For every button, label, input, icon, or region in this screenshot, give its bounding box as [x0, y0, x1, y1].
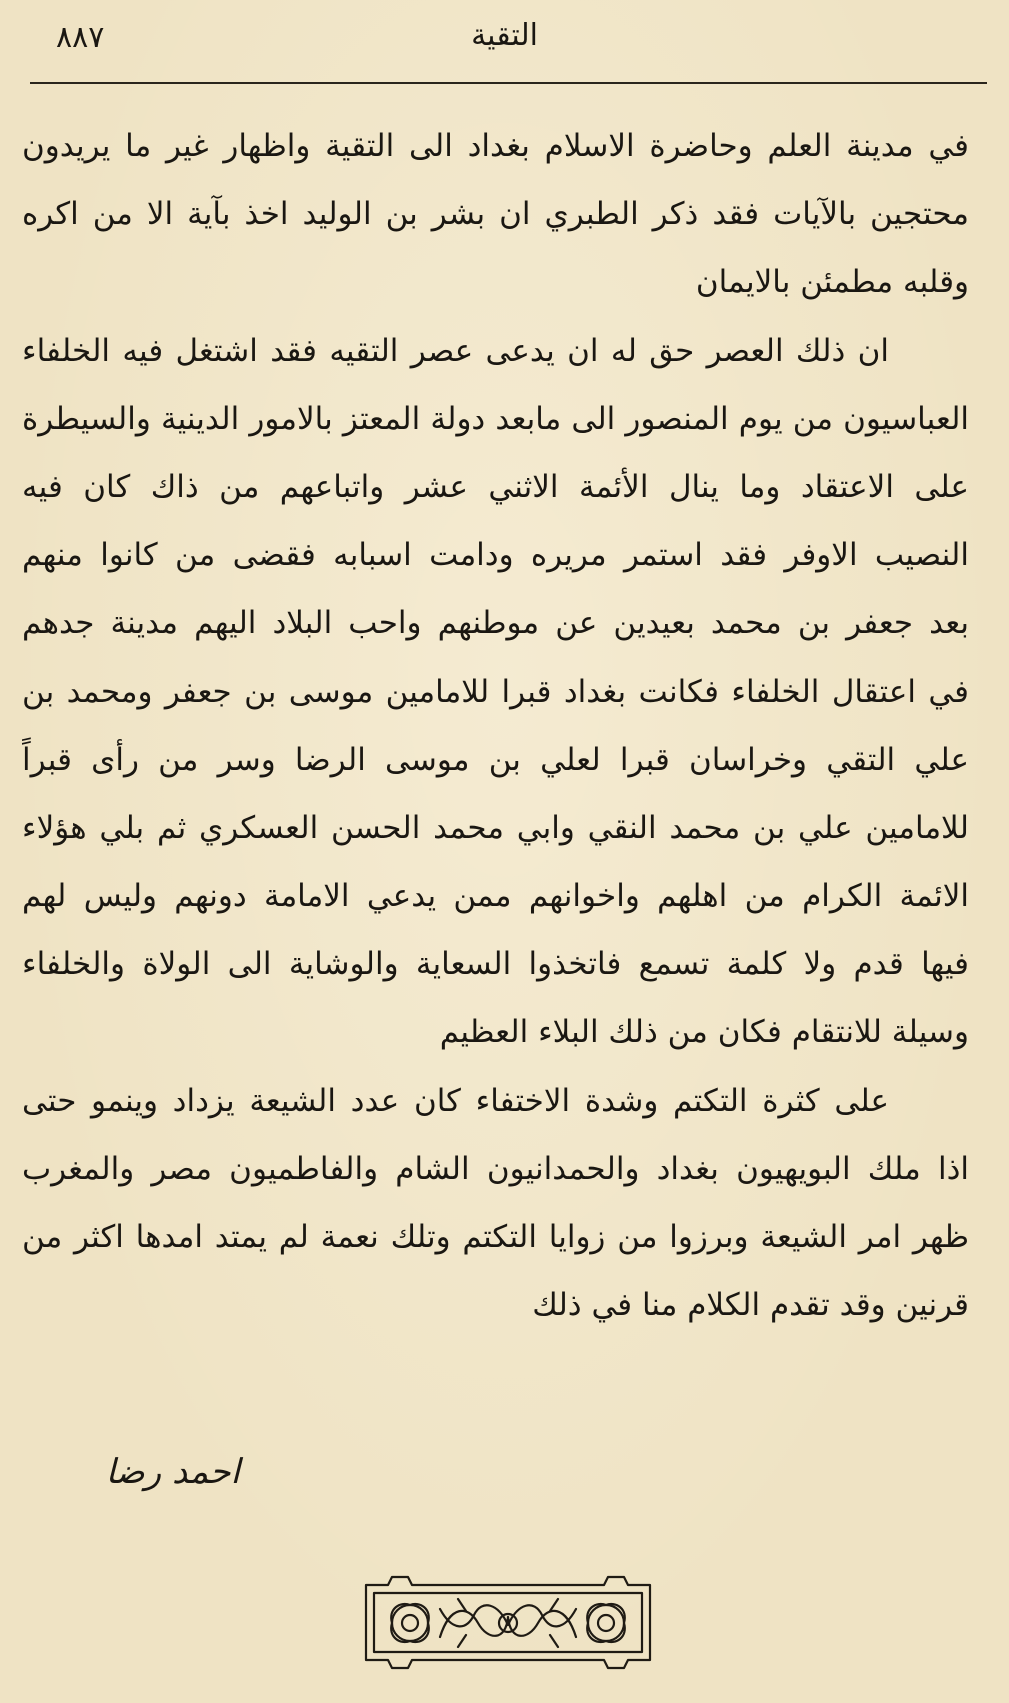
text-line: النصيب الاوفر فقد استمر مريره ودامت اسبابه فقضى من كانوا منهم — [22, 537, 969, 574]
text-line: العباسيون من يوم المنصور الى مابعد دولة المعتز بالامور الدينية والسيطرة — [22, 400, 969, 437]
author-signature: احمد رضا — [105, 1452, 240, 1492]
text-line: بعد جعفر بن محمد بعيدين عن موطنهم واحب البلاد اليهم مدينة جدهم — [22, 605, 969, 642]
body-text — [22, 112, 969, 1339]
text-line: للامامين علي بن محمد النقي وابي محمد الحسن العسكري ثم بلي هؤلاء — [22, 809, 969, 846]
text-line: محتجين بالآيات فقد ذكر الطبري ان بشر بن الوليد اخذ بآية الا من اكره — [22, 196, 969, 233]
text-line: اذا ملك البويهيون بغداد والحمدانيون الشام والفاطميون مصر والمغرب — [22, 1150, 969, 1187]
text-line: ان ذلك العصر حق له ان يدعى عصر التقيه فقد اشتغل فيه الخلفاء — [22, 332, 889, 369]
text-line: في اعتقال الخلفاء فكانت بغداد قبرا للامامين موسى بن جعفر ومحمد بن — [22, 673, 969, 710]
text-line: فيها قدم ولا كلمة تسمع فاتخذوا السعاية والوشاية الى الولاة والخلفاء — [22, 946, 969, 983]
text-line: في مدينة العلم وحاضرة الاسلام بغداد الى التقية واظهار غير ما يريدون — [22, 128, 969, 164]
text-line: ظهر امر الشيعة وبرزوا من زوايا التكتم وتلك نعمة لم يمتد امدها اكثر من — [22, 1219, 969, 1255]
header-rule — [30, 82, 987, 84]
text-line: على الاعتقاد وما ينال الأئمة الاثني عشر واتباعهم من ذاك كان فيه — [22, 468, 969, 505]
ornament-icon — [348, 1565, 668, 1680]
text-line: وقلبه مطمئن بالايمان — [695, 264, 969, 301]
text-line: قرنين وقد تقدم الكلام منا في ذلك — [532, 1287, 969, 1324]
text-line: على كثرة التكتم وشدة الاختفاء كان عدد الشيعة يزداد وينمو حتى — [22, 1082, 889, 1119]
page-number: ٨٨٧ — [56, 20, 105, 55]
text-line: علي التقي وخراسان قبرا لعلي بن موسى الرضا وسر من رأى قبراً — [22, 741, 969, 778]
text-line: الائمة الكرام من اهلهم واخوانهم ممن يدعي الامامة دونهم وليس لهم — [22, 878, 969, 915]
running-title: التقية — [471, 18, 538, 53]
page-header — [28, 18, 981, 66]
text-line: وسيلة للانتقام فكان من ذلك البلاء العظيم — [439, 1014, 969, 1051]
